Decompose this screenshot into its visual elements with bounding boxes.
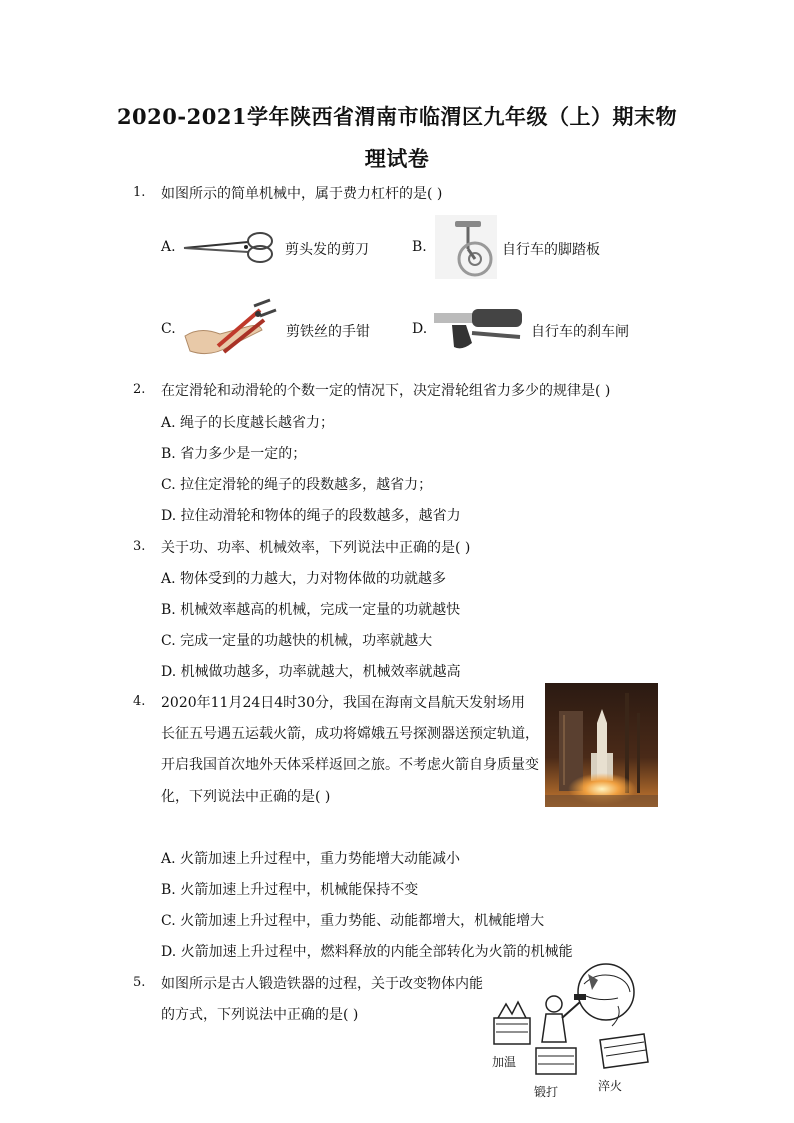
q5-number: 5.	[133, 975, 146, 990]
q3-option-b: B. 机械效率越高的机械，完成一定量的功就越快	[161, 602, 461, 618]
q4-stem-line4: 化，下列说法中正确的是( )	[161, 789, 331, 805]
q1-option-c-letter: C.	[161, 321, 176, 337]
scissors-icon	[182, 230, 280, 264]
q2-stem: 在定滑轮和动滑轮的个数一定的情况下，决定滑轮组省力多少的规律是( )	[161, 383, 611, 399]
label-heat: 加温	[492, 1055, 517, 1069]
q1-option-b-caption: 自行车的脚踏板	[502, 242, 600, 258]
q3-option-c: C. 完成一定量的功越快的机械，功率就越大	[161, 633, 433, 649]
q1-option-d-letter: D.	[412, 321, 428, 337]
q1-option-a-letter: A.	[161, 239, 176, 255]
q5-stem-line2: 的方式，下列说法中正确的是( )	[161, 1007, 359, 1023]
q4-number: 4.	[133, 694, 146, 709]
pliers-icon	[180, 296, 280, 364]
exam-title-line1: 2020-2021学年陕西省渭南市临渭区九年级（上）期末物	[116, 104, 678, 129]
q4-stem-line3: 开启我国首次地外天体采样返回之旅。不考虑火箭自身质量变	[161, 757, 539, 773]
q1-option-b-letter: B.	[412, 239, 427, 255]
q1-option-d-caption: 自行车的刹车闸	[531, 324, 629, 340]
q3-option-a: A. 物体受到的力越大，力对物体做的功就越多	[161, 571, 447, 587]
q2-option-c: C. 拉住定滑轮的绳子的段数越多，越省力；	[161, 477, 433, 493]
rocket-launch-photo	[545, 683, 658, 807]
q1-number: 1.	[133, 185, 146, 200]
q4-stem-line1: 2020年11月24日4时30分，我国在海南文昌航天发射场用	[161, 695, 525, 711]
q2-option-d: D. 拉住动滑轮和物体的绳子的段数越多，越省力	[161, 508, 461, 524]
q1-option-a-caption: 剪头发的剪刀	[285, 242, 369, 258]
q2-option-b: B. 省力多少是一定的；	[161, 446, 307, 462]
q5-stem-line1: 如图所示是古人锻造铁器的过程，关于改变物体内能	[161, 976, 483, 992]
q3-option-d: D. 机械做功越多，功率就越大，机械效率就越高	[161, 664, 461, 680]
q3-number: 3.	[133, 539, 146, 554]
q4-option-d: D. 火箭加速上升过程中，燃料释放的内能全部转化为火箭的机械能	[161, 944, 573, 960]
q4-option-b: B. 火箭加速上升过程中，机械能保持不变	[161, 882, 419, 898]
label-forge: 锻打	[534, 1085, 559, 1099]
brake-lever-icon	[432, 303, 526, 355]
q2-number: 2.	[133, 382, 146, 397]
exam-title-line2: 理试卷	[364, 146, 430, 171]
q2-option-a: A. 绳子的长度越长越省力；	[161, 415, 335, 431]
bike-pedal-icon	[435, 215, 497, 279]
ancient-forging-illustration	[488, 962, 664, 1104]
q1-option-c-caption: 剪铁丝的手钳	[286, 324, 370, 340]
q4-option-a: A. 火箭加速上升过程中，重力势能增大动能减小	[161, 851, 461, 867]
q4-option-c: C. 火箭加速上升过程中，重力势能、动能都增大，机械能增大	[161, 913, 545, 929]
q4-stem-line2: 长征五号遇五运载火箭，成功将嫦娥五号探测器送预定轨道，	[161, 726, 539, 742]
q1-stem: 如图所示的简单机械中，属于费力杠杆的是( )	[161, 186, 443, 202]
q3-stem: 关于功、功率、机械效率，下列说法中正确的是( )	[161, 540, 471, 556]
label-quench: 淬火	[598, 1079, 623, 1093]
